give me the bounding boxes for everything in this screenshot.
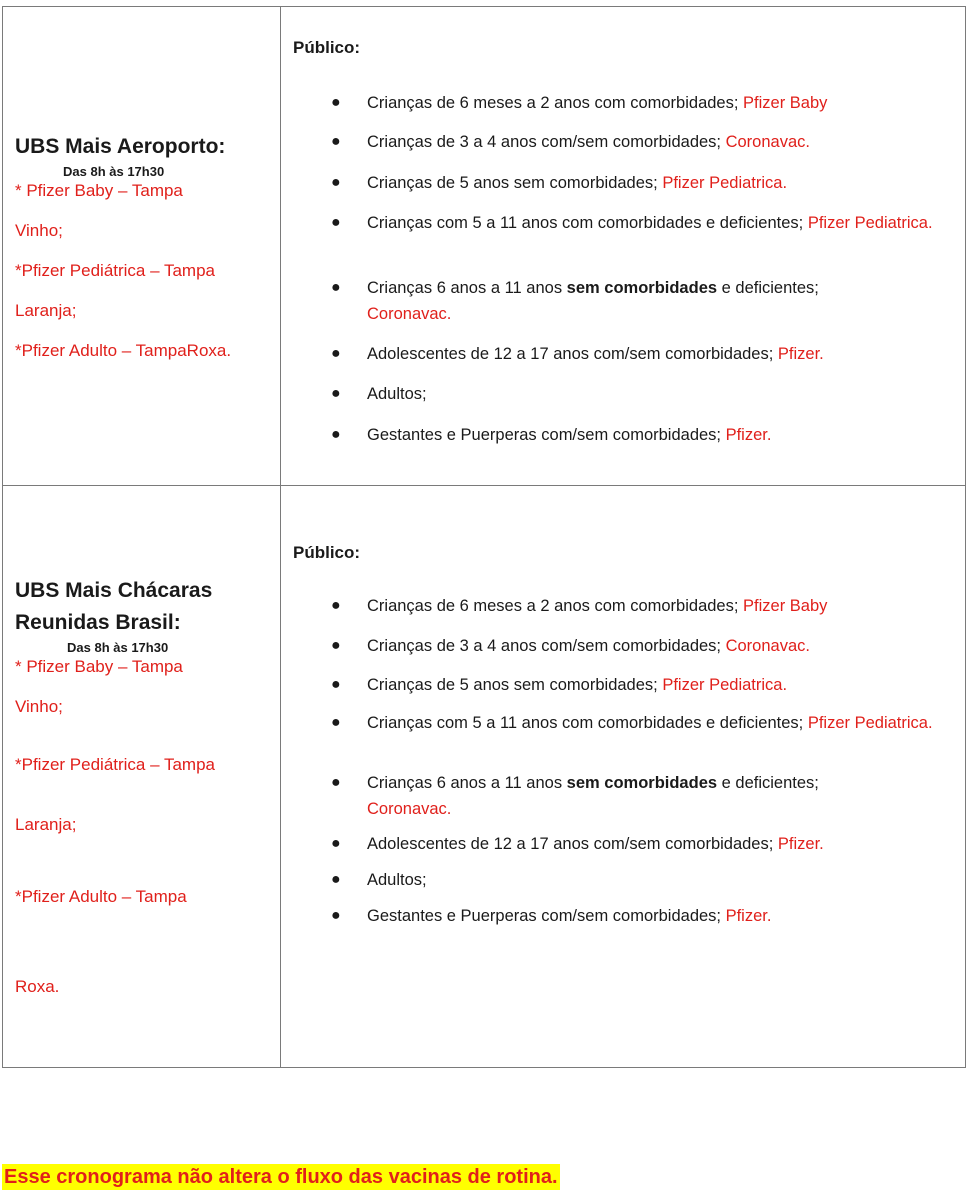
- site-title: Reunidas Brasil:: [15, 611, 181, 634]
- bullet-icon: ●: [331, 637, 341, 654]
- bullet-icon: ●: [331, 835, 341, 852]
- site-cell-chacaras: [15, 575, 277, 997]
- bullet-icon: ●: [331, 907, 341, 924]
- column-divider: [280, 486, 281, 1067]
- table-row-chacaras: UBS Mais Chácaras Reunidas Brasil: Das 8h às 17h30 * Pfizer Baby – Tampa Vinho; *Pfizer Pediátrica – Tampa Laranja; *Pfizer Adulto – Tampa Roxa. Público: ● Crianças de 6 meses a 2 anos com comorbidades; Pfizer Baby ● Crianças de 3 a 4 anos com/sem comorbidades; Coronavac. ● Crianças de 5 anos sem comorbidades; Pfizer Pediatrica. ● Crianças com 5 a 11 anos com comorbidades e deficientes; Pfizer Pediatrica. ● Crianças 6 anos a 11 anos sem comorbidades e deficientes; Coronavac. ● Adolescentes de 12 a 17 anos com/sem comorbidades; Pfizer. ● Adultos; ● Gestantes e Puerperas com/sem comorbidades; Pfizer.: [3, 486, 965, 1067]
- bullet-icon: ●: [331, 94, 341, 111]
- bullet-icon: ●: [331, 774, 341, 791]
- vaccine-line: *Pfizer Adulto – Tampa: [15, 887, 187, 906]
- vaccine-line: *Pfizer Pediátrica – Tampa: [15, 755, 216, 774]
- bullet-icon: ●: [331, 426, 341, 443]
- column-divider: [280, 7, 281, 485]
- vaccine-line: Roxa.: [15, 977, 60, 996]
- bullet-icon: ●: [331, 871, 341, 888]
- site-cell-aeroporto: [15, 131, 277, 381]
- vaccine-line: *Pfizer Pediátrica – Tampa: [15, 261, 216, 280]
- bullet-icon: ●: [331, 345, 341, 362]
- bullet-icon: ●: [331, 174, 341, 191]
- vaccine-line: * Pfizer Baby – Tampa: [15, 657, 183, 676]
- vaccine-line: * Pfizer Baby – Tampa: [15, 181, 183, 200]
- publico-heading: Público:: [293, 38, 361, 57]
- vaccine-line: *Pfizer Adulto – TampaRoxa.: [15, 341, 232, 360]
- table-row-aeroporto: UBS Mais Aeroporto: Das 8h às 17h30 * Pfizer Baby – Tampa Vinho; *Pfizer Pediátrica – Tampa Laranja; *Pfizer Adulto – TampaRoxa. Público: ● Crianças de 6 meses a 2 anos com comorbidades; Pfizer Baby ● Crianças de 3 a 4 anos com/sem comorbidades; Coronavac. ● Crianças de 5 anos sem comorbidades; Pfizer Pediatrica. ● Crianças com 5 a 11 anos com comorbidades e deficientes; Pfizer Pediatrica. ● Crianças 6 anos a 11 anos sem comorbidades e deficientes; Coronavac. ● Adolescentes de 12 a 17 anos com/sem comorbidades; Pfizer. ● Adultos; ● Gestantes e Puerperas com/sem comorbidades; Pfizer.: [3, 7, 965, 486]
- publico-heading: Público:: [293, 543, 361, 562]
- bullet-icon: ●: [331, 279, 341, 296]
- site-title: UBS Mais Chácaras: [15, 579, 213, 602]
- footer-note: Esse cronograma não altera o fluxo das vacinas de rotina.: [4, 1166, 558, 1188]
- bullet-icon: ●: [331, 385, 341, 402]
- bullet-icon: ●: [331, 676, 341, 693]
- site-title: UBS Mais Aeroporto:: [15, 135, 226, 158]
- vaccine-line: Laranja;: [15, 815, 77, 834]
- bullet-icon: ●: [331, 214, 341, 231]
- schedule-table: [2, 6, 966, 1068]
- bullet-icon: ●: [331, 597, 341, 614]
- opening-hours: Das 8h às 17h30: [67, 640, 169, 655]
- vaccine-line: Vinho;: [15, 221, 63, 240]
- bullet-icon: ●: [331, 714, 341, 731]
- vaccine-list: [15, 657, 277, 997]
- vaccine-line: Vinho;: [15, 697, 63, 716]
- opening-hours: Das 8h às 17h30: [63, 164, 165, 179]
- vaccine-list: [15, 181, 277, 381]
- vaccine-line: Laranja;: [15, 301, 77, 320]
- bullet-icon: ●: [331, 133, 341, 150]
